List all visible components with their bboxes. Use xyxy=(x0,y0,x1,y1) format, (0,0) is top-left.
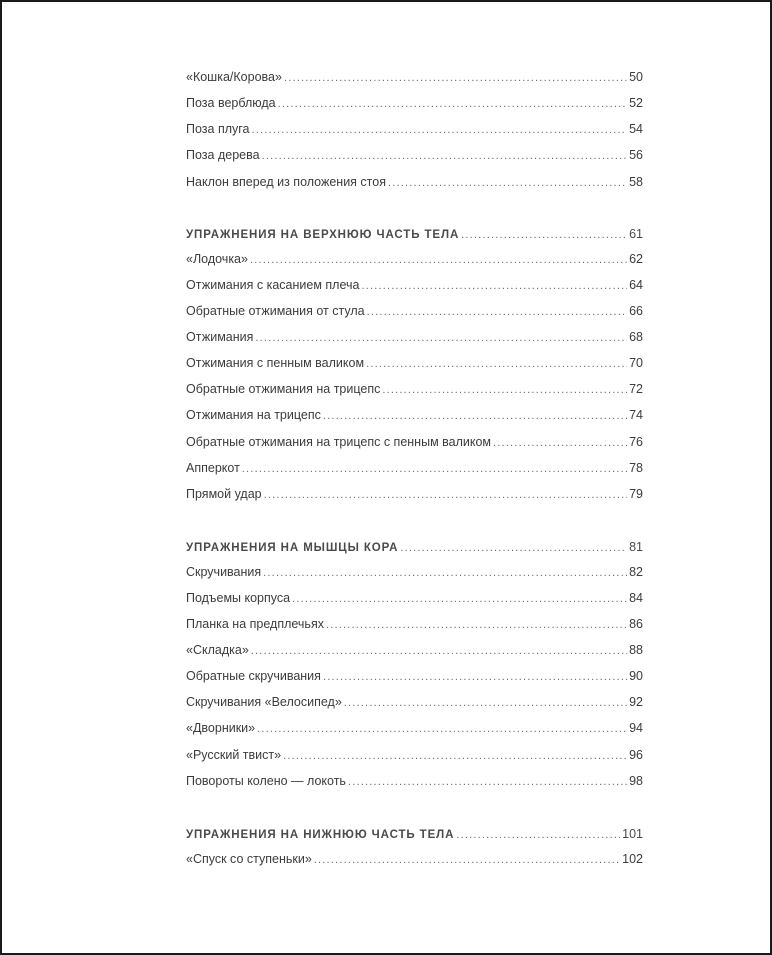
toc-entry-title: Обратные отжимания на трицепс xyxy=(186,382,381,396)
toc-page-number: 62 xyxy=(629,252,643,266)
toc-entry xyxy=(186,434,643,451)
toc-leader-dots xyxy=(257,721,627,737)
toc-leader-dots xyxy=(367,304,627,320)
toc-entry xyxy=(186,147,643,164)
toc-page-number: 61 xyxy=(629,227,643,241)
toc-entry xyxy=(186,355,643,372)
toc-page-number: 50 xyxy=(629,70,643,84)
toc-section-title: УПРАЖНЕНИЯ НА НИЖНЮЮ ЧАСТЬ ТЕЛА xyxy=(186,829,455,841)
toc-page-number: 66 xyxy=(629,304,643,318)
toc-section-heading xyxy=(186,539,643,556)
toc-entry-title: Скручивания «Велосипед» xyxy=(186,695,342,709)
toc-leader-dots xyxy=(456,827,620,843)
toc-entry-title: Обратные отжимания от стула xyxy=(186,304,365,318)
toc-leader-dots xyxy=(250,252,627,268)
toc-page-number: 64 xyxy=(629,278,643,292)
toc-entry xyxy=(186,251,643,268)
toc-leader-dots xyxy=(251,643,627,659)
toc-leader-dots xyxy=(264,487,627,503)
toc-entry xyxy=(186,407,643,424)
toc-leader-dots xyxy=(278,96,627,112)
toc-leader-dots xyxy=(361,278,627,294)
toc-entry-title: Поза дерева xyxy=(186,148,260,162)
toc-leader-dots xyxy=(388,175,627,191)
toc-leader-dots xyxy=(400,540,627,556)
toc-leader-dots xyxy=(323,408,627,424)
toc-entry xyxy=(186,590,643,607)
toc-entry xyxy=(186,773,643,790)
toc-entry xyxy=(186,121,643,138)
toc-leader-dots xyxy=(366,356,627,372)
toc-entry xyxy=(186,747,643,764)
toc-section-title: УПРАЖНЕНИЯ НА ВЕРХНЮЮ ЧАСТЬ ТЕЛА xyxy=(186,229,460,241)
toc-leader-dots xyxy=(326,617,627,633)
toc-entry-title: Прямой удар xyxy=(186,487,262,501)
toc-entry-title: Обратные скручивания xyxy=(186,669,321,683)
toc-entry xyxy=(186,851,643,868)
toc-entry-title: Наклон вперед из положения стоя xyxy=(186,175,386,189)
toc-leader-dots xyxy=(263,565,627,581)
toc-entry xyxy=(186,95,643,112)
toc-page-number: 58 xyxy=(629,175,643,189)
toc-entry-title: Повороты колено — локоть xyxy=(186,774,346,788)
toc-entry-title: Отжимания xyxy=(186,330,254,344)
toc-leader-dots xyxy=(314,852,620,868)
toc-section-heading xyxy=(186,226,643,243)
toc-entry-title: Обратные отжимания на трицепс с пенным валиком xyxy=(186,435,492,449)
toc-page-number: 70 xyxy=(629,356,643,370)
toc-entry xyxy=(186,329,643,346)
toc-page-number: 81 xyxy=(629,540,643,554)
toc-entry-title: Отжимания на трицепс xyxy=(186,408,321,422)
toc-entry-title: Отжимания с касанием плеча xyxy=(186,278,360,292)
toc-page-number: 76 xyxy=(629,435,643,449)
toc-page-number: 90 xyxy=(629,669,643,683)
toc-page-number: 84 xyxy=(629,591,643,605)
toc-page-number: 74 xyxy=(629,408,643,422)
toc-page-number: 68 xyxy=(629,330,643,344)
toc-entry-title: Поза плуга xyxy=(186,122,250,136)
toc-entry-title: Планка на предплечьях xyxy=(186,617,324,631)
toc-leader-dots xyxy=(344,695,627,711)
toc-page-number: 52 xyxy=(629,96,643,110)
toc-leader-dots xyxy=(255,330,627,346)
toc-entry xyxy=(186,642,643,659)
toc-entry-title: «Спуск со ступеньки» xyxy=(186,852,312,866)
toc-entry-title: «Дворники» xyxy=(186,721,256,735)
toc-section-title: УПРАЖНЕНИЯ НА МЫШЦЫ КОРА xyxy=(186,542,399,554)
toc-entry xyxy=(186,460,643,477)
toc-page-number: 79 xyxy=(629,487,643,501)
toc-entry xyxy=(186,277,643,294)
toc-page-number: 82 xyxy=(629,565,643,579)
toc-entry xyxy=(186,694,643,711)
toc-leader-dots xyxy=(382,382,627,398)
toc-page-number: 78 xyxy=(629,461,643,475)
toc-entry xyxy=(186,720,643,737)
toc-page-number: 101 xyxy=(622,827,643,841)
toc-page-number: 54 xyxy=(629,122,643,136)
toc-page-number: 86 xyxy=(629,617,643,631)
toc-entry xyxy=(186,303,643,320)
toc-entry xyxy=(186,174,643,191)
toc-leader-dots xyxy=(252,122,627,138)
toc-page-number: 92 xyxy=(629,695,643,709)
toc-leader-dots xyxy=(461,227,627,243)
toc-entry xyxy=(186,668,643,685)
toc-leader-dots xyxy=(493,435,627,451)
toc-entry-title: Поза верблюда xyxy=(186,96,276,110)
toc-entry-title: Скручивания xyxy=(186,565,262,579)
toc-entry-title: Апперкот xyxy=(186,461,240,475)
toc-page-number: 98 xyxy=(629,774,643,788)
toc-page-number: 102 xyxy=(622,852,643,866)
toc-page-number: 88 xyxy=(629,643,643,657)
toc-page-number: 96 xyxy=(629,748,643,762)
toc-page-number: 94 xyxy=(629,721,643,735)
toc-entry-title: Отжимания с пенным валиком xyxy=(186,356,365,370)
toc-leader-dots xyxy=(348,774,627,790)
toc-entry xyxy=(186,486,643,503)
toc-entry-title: Подъемы корпуса xyxy=(186,591,291,605)
toc-leader-dots xyxy=(283,748,627,764)
toc-entry xyxy=(186,564,643,581)
toc-leader-dots xyxy=(323,669,627,685)
toc-entry-title: «Складка» xyxy=(186,643,249,657)
toc-entry-title: «Кошка/Корова» xyxy=(186,70,282,84)
toc-leader-dots xyxy=(292,591,627,607)
toc-leader-dots xyxy=(284,70,627,86)
toc-entry xyxy=(186,381,643,398)
toc-section-heading xyxy=(186,826,643,843)
toc-entry xyxy=(186,616,643,633)
toc-entry-title: «Лодочка» xyxy=(186,252,248,266)
toc-leader-dots xyxy=(242,461,627,477)
toc-leader-dots xyxy=(262,148,627,164)
toc-entry-title: «Русский твист» xyxy=(186,748,282,762)
table-of-contents xyxy=(186,2,643,955)
toc-page-number: 72 xyxy=(629,382,643,396)
toc-page-number: 56 xyxy=(629,148,643,162)
toc-entry xyxy=(186,69,643,86)
